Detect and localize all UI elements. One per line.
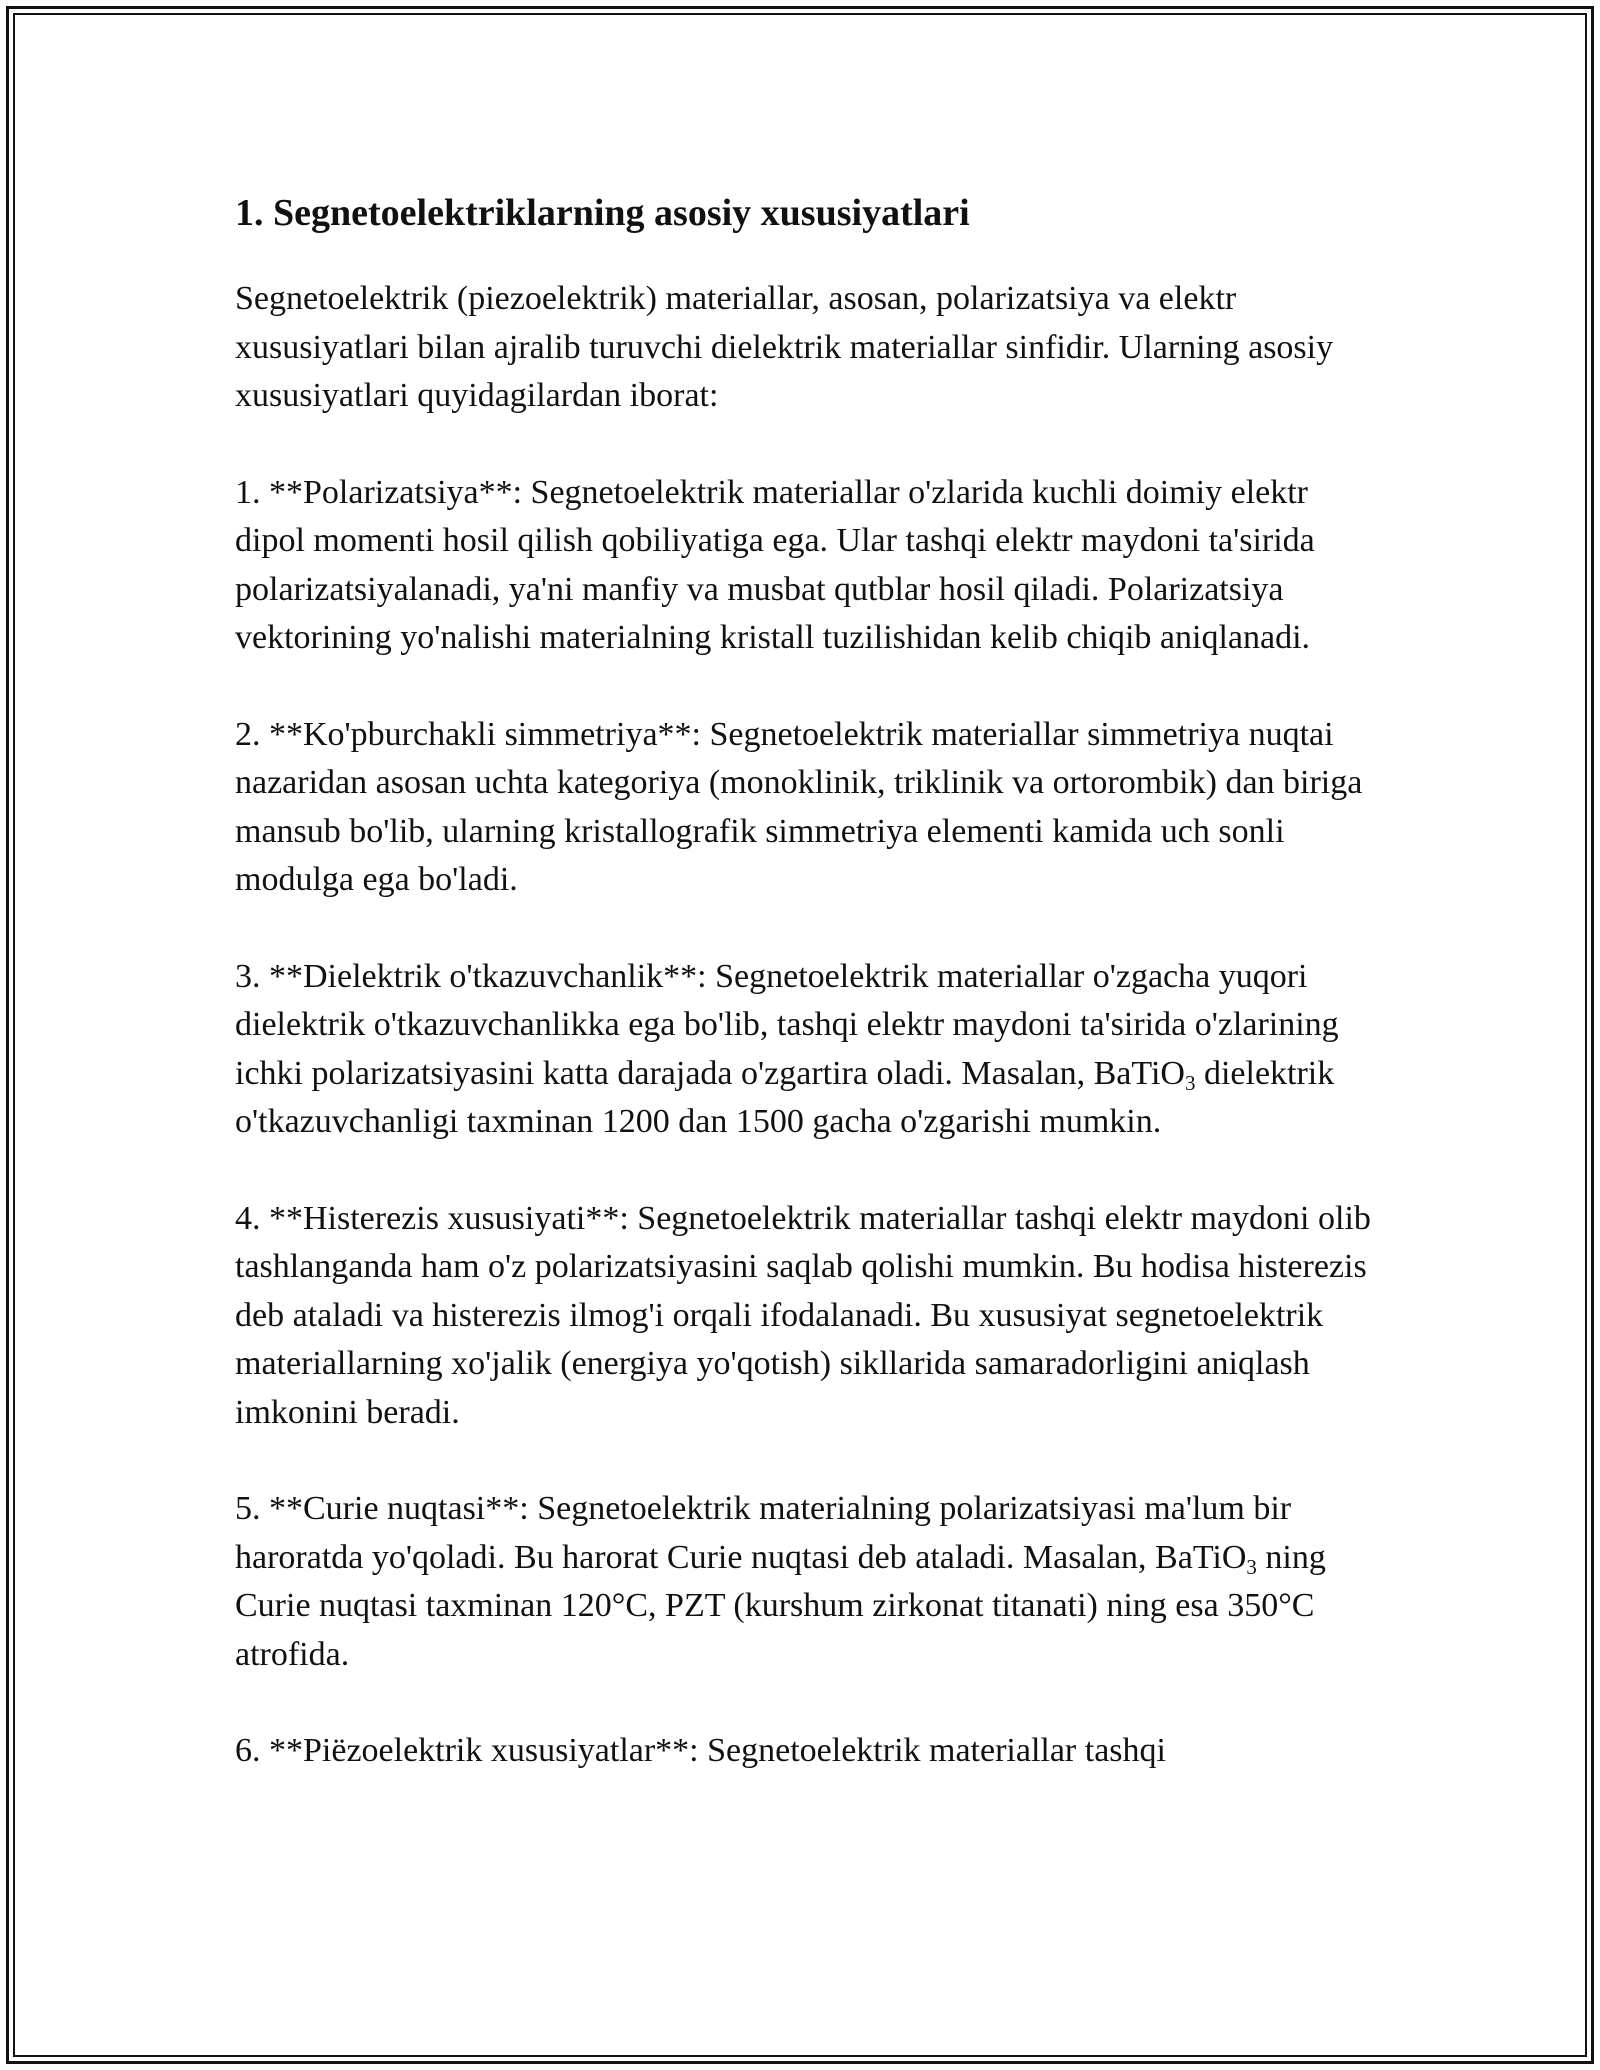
section-heading: 1. Segnetoelektriklarning asosiy xususiyatlari [235,192,970,234]
item-dielektrik-subscript: 3 [1184,1070,1196,1095]
item-simmetriya: 2. **Ko'pburchakli simmetriya**: Segnetoelektrik materiallar simmetriya nuqtai nazaridan asosan uchta kategoriya (monoklinik, triklinik va ortorombik) dan biriga mansub bo'lib, ularning kristallografik simmetriya elementi kamida uch sonli modulga ega bo'ladi. [235,715,1363,898]
document-body [235,185,1385,1824]
item-piezoelektrik: 6. **Piëzoelektrik xususiyatlar**: Segnetoelektrik materiallar tashqi [235,1732,1166,1769]
intro-paragraph: Segnetoelektrik (piezoelektrik) materiallar, asosan, polarizatsiya va elektr xususiyatlari bilan ajralib turuvchi dielektrik materiallar sinfidir. Ularning asosiy xususiyatlari quyidagilardan iborat: [235,280,1334,414]
item-histerezis: 4. **Histerezis xususiyati**: Segnetoelektrik materiallar tashqi elektr maydoni olib tashlanganda ham o'z polarizatsiyasini saqlab qolishi mumkin. Bu hodisa histerezis deb ataladi va histerezis ilmog'i orqali ifodalanadi. Bu xususiyat segnetoelektrik materiallarning xo'jalik (energiya yo'qotish) sikllarida samaradorligini aniqlash imkonini beradi. [235,1199,1371,1431]
item-curie [235,1485,1385,1679]
item-curie-text-after: ning Curie nuqtasi taxminan 120°C, PZT (kurshum zirkonat titanati) ning esa 350°C atrofida. [235,1538,1326,1673]
item-dielektrik-text-before: 3. **Dielektrik o'tkazuvchanlik**: Segnetoelektrik materiallar o'zgacha yuqori dielektrik o'tkazuvchanlikka ega bo'lib, tashqi elektr maydoni ta'sirida o'zlarining ichki polarizatsiyasini katta darajada o'zgartira oladi. Masalan, BaTiO [235,957,1339,1092]
item-polarizatsiya: 1. **Polarizatsiya**: Segnetoelektrik materiallar o'zlarida kuchli doimiy elektr dipol momenti hosil qilish qobiliyatiga ega. Ular tashqi elektr maydoni ta'sirida polarizatsiyalanadi, ya'ni manfiy va musbat qutblar hosil qiladi. Polarizatsiya vektorining yo'nalishi materialning kristall tuzilishidan kelib chiqib aniqlanadi. [235,473,1315,656]
item-curie-text-before: 5. **Curie nuqtasi**: Segnetoelektrik materialning polarizatsiyasi ma'lum bir haroratda yo'qoladi. Bu harorat Curie nuqtasi deb ataladi. Masalan, BaTiO [235,1490,1292,1576]
item-dielektrik-text-after: dielektrik o'tkazuvchanligi taxminan 1200 dan 1500 gacha o'zgarishi mumkin. [235,1054,1335,1140]
item-curie-subscript: 3 [1246,1554,1257,1579]
item-dielektrik [235,953,1385,1147]
